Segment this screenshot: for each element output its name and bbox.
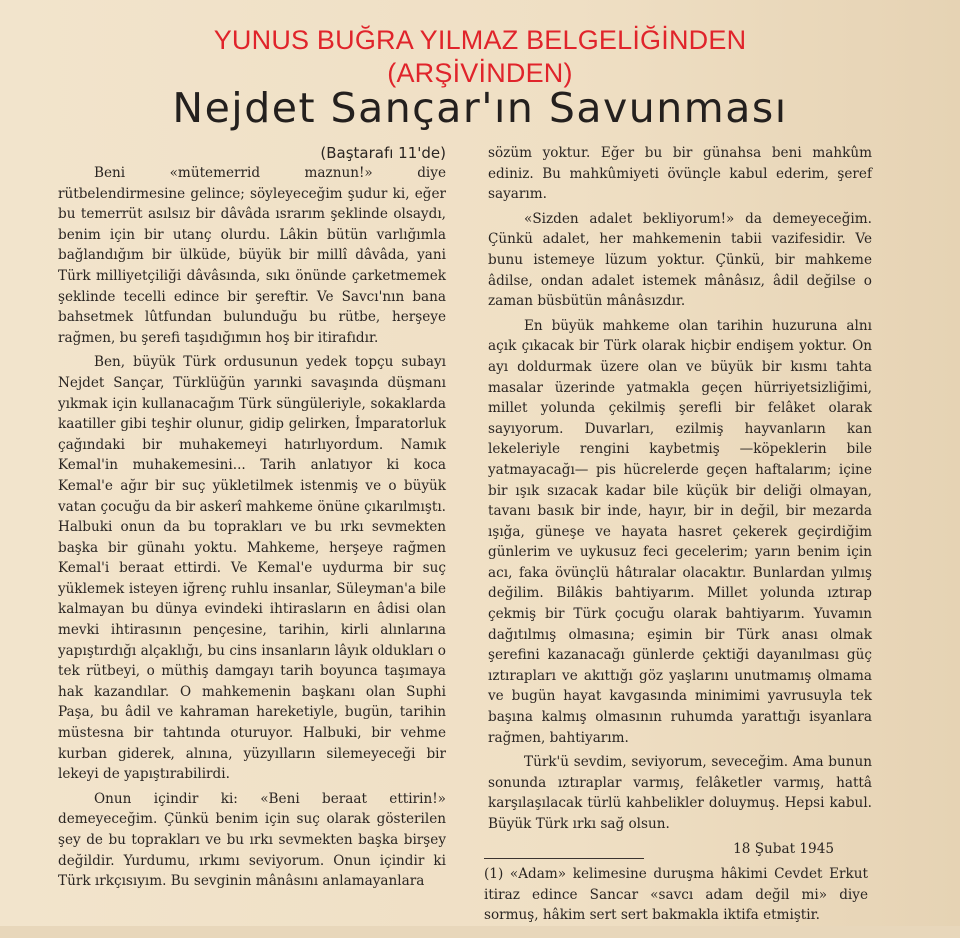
- archive-watermark-line2: (ARŞİVİNDEN): [387, 58, 573, 88]
- right-paragraph-2: «Sizden adalet bekliyorum!» da demeyeceğim. Çünkü adalet, her mahkemenin tabii vazifesidir. Ve bunu istemeye lüzum yoktur. Çünkü, bir mahkeme âdilse, ondan adalet istemek mânâsız, âdil değilse o zaman büsbütün mânâsızdır.: [488, 210, 872, 310]
- article-headline: Nejdet Sançar'ın Savunması: [172, 84, 788, 132]
- page-bottom-edge: [0, 926, 960, 938]
- archive-watermark-line1: YUNUS BUĞRA YILMAZ BELGELİĞİNDEN: [213, 25, 747, 55]
- left-paragraph-1: Beni «mütemerrid maznun!» diye rütbelendirmesine gelince; söyleyeceğim şudur ki, eğer bu temerrüt asılsız bir dâvâda ısrarım şeklinde olsaydı, benim için bir utanç olurdu. Lâkin bütün varlığımla bağlandığım bir ülküde, büyük bir millî dâvâda, yani Türk milliyetçiliği dâvâsında, sıkı önünde çarketmemek şeklinde tecelli edince bir şereftir. Ve Savcı'nın bana bahsetmek lûtfundan bulunduğu bu rütbe, herşeye rağmen, bu şerefi taşıdığımın hoş bir itirafıdır.: [58, 165, 446, 346]
- footnote-rule: [484, 858, 644, 859]
- left-paragraph-3: Onun içindir ki: «Beni beraat ettirin!» demeyeceğim. Çünkü benim için suç olarak gösterilen şey de bu toprakları ve bu ırkı sevmekten başka birşey değildir. Yurdumu, ırkımı seviyorum. Onun içindir ki Türk ırkçısıyım. Bu sevginin mânâsını anlamayanlara: [58, 790, 446, 890]
- left-column: [58, 143, 446, 892]
- right-paragraph-1: sözüm yoktur. Eğer bu bir günahsa beni mahkûm ediniz. Bu mahkûmiyeti övünçle kabul ederim, şeref sayarım.: [488, 145, 872, 203]
- right-paragraph-3: En büyük mahkeme olan tarihin huzuruna alnı açık çıkacak bir Türk olarak hiçbir endişem yoktur. On ayı doldurmak üzere olan ve büyük bir kısmı tahta masalar üzerinde yatmakla geçen hürriyetsizliğimi, millet yolunda çekilmiş şerefli bir felâket olarak sayıyorum. Duvarları, ezilmiş hayvanların kan lekeleriyle rengini kaybetmiş —köpeklerin bile yatmayacağı— pis hücrelerde geçen haftalarım; içine bir ışık sızacak kadar bile küçük bir deliği olmayan, tavanı basık bir inde, hayır, bir in değil, bir mezarda ışığa, güneşe ve hayata hasret çekerek geçirdiğim günlerim ve uykusuz feci gecelerim; yarın benim için acı, faka övünçlü hâtıralar olacaktır. Bunlardan yılmış değilim. Bilâkis bahtiyarım. Millet yolunda ıztırap çekmiş bir Türk çocuğu olarak bahtiyarım. Yuvamın dağıtılmış olmasına; eşimin bir Türk anası olmak şerefini kazanacağı günlerde çektiği dayanılması güç ıztırapları ve akıttığı göz yaşlarını unutmamış olmama ve bugün hayat kavgasında minimimi yavrusuyla tek başına kalmış olmasının ruhumda yarattığı isyanlara rağmen, bahtiyarım.: [488, 317, 872, 746]
- right-column: [488, 143, 872, 859]
- footnote: (1) «Adam» kelimesine duruşma hâkimi Cevdet Erkut itiraz edince Sancar «savcı adam değil mi» diye sormuş, hâkim sert sert bakmakla iktifa etmiştir.: [484, 866, 868, 924]
- right-paragraph-4: Türk'ü sevdim, seviyorum, seveceğim. Ama bunun sonunda ıztıraplar varmış, felâketler varmış, hattâ karşılaşılacak türlü kahbelikler doluymuş. Hepsi kabul. Büyük Türk ırkı sağ olsun.: [488, 754, 872, 832]
- left-paragraph-2: Ben, büyük Türk ordusunun yedek topçu subayı Nejdet Sançar, Türklüğün yarınki savaşında düşmanı yıkmak için kullanacağım Türk süngüleriyle, sokaklarda kaatiller gibi teşhir olunur, gidip gelirken, İmparatorluk çağındaki bir muhakemeyi hatırlıyordum. Namık Kemal'in muhakemesini... Tarih anlatıyor ki koca Kemal'e ağır bir suç yükletilmek istenmiş ve o büyük vatan çocuğu da bir askerî mahkeme önüne çıkarılmıştı. Halbuki onun da bu toprakları ve bu ırkı sevmekten başka bir günahı yoktu. Mahkeme, herşeye rağmen Kemal'i beraat ettirdi. Ve Kemal'e uydurma bir suç yüklemek isteyen iğrenç ruhlu insanlar, Süleyman'a bile kalmayan bu dünya evindeki ihtirasların en âdisi olan mevki ihtirasının pençesine, tarihin, kirli alınlarına yapıştırdığı alçaklığı, bu cins insanların lâyık oldukları o tek rütbeyi, o müthiş damgayı tarih boyunca taşımaya hak kazandılar. O mahkemenin başkanı olan Suphi Paşa, bu âdil ve kahraman hareketiyle, bugün, tarihin müstesna bir tahtında oturuyor. Halbuki, bir vehme kurban giderek, alnına, yüzyılların silemeyeceği bir lekeyi de yapıştırabilirdi.: [58, 354, 446, 783]
- article-date: 18 Şubat 1945: [733, 840, 834, 857]
- continuation-note: (Baştarafı 11'de): [320, 144, 446, 162]
